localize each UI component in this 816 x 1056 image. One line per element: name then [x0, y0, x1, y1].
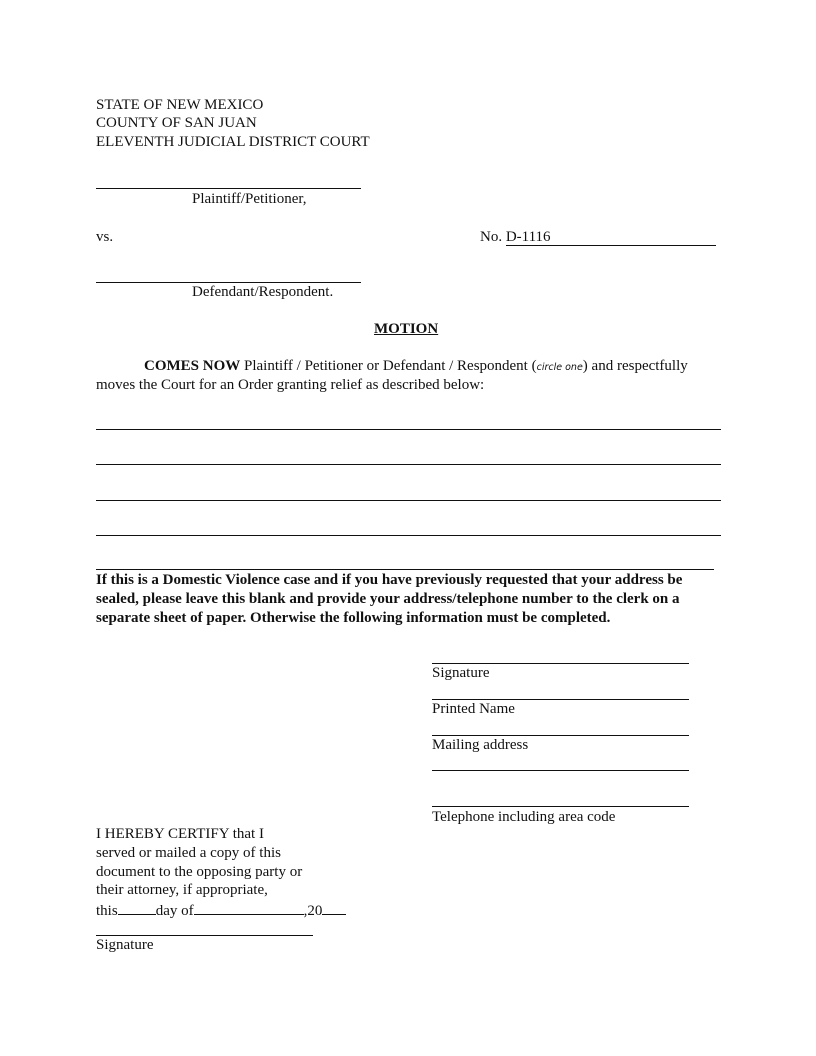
notice-line-2: sealed, please leave this blank and provide your address/telephone number to the clerk on a [96, 591, 680, 607]
signature-label: Signature [432, 665, 490, 681]
certificate-date-line [96, 900, 346, 920]
case-number-field[interactable] [506, 229, 716, 246]
defendant-label: Defendant/Respondent. [192, 284, 334, 300]
case-number-value: D-1116 [505, 229, 551, 245]
relief-line[interactable] [96, 569, 714, 570]
state-heading: STATE OF NEW MEXICO [96, 97, 264, 113]
county-heading: COUNTY OF SAN JUAN [96, 115, 257, 131]
printed-name-label: Printed Name [432, 701, 515, 717]
telephone-label: Telephone including area code [432, 809, 616, 825]
circle-one-text: circle one [536, 362, 583, 373]
year-field[interactable] [322, 900, 346, 915]
notice-line-3: separate sheet of paper. Otherwise the following information must be completed. [96, 610, 611, 626]
vs-label: vs. [96, 229, 114, 245]
certificate-line-3: document to the opposing party or [96, 864, 303, 880]
after-circle-text: ) and respectfully [582, 358, 688, 374]
comes-now-text: COMES NOW [144, 358, 241, 374]
domestic-violence-notice [96, 571, 726, 628]
parties-text: Plaintiff / Petitioner or Defendant / Respondent ( [244, 358, 537, 374]
plaintiff-label: Plaintiff/Petitioner, [192, 191, 307, 207]
day-of-label: day of [155, 903, 194, 919]
case-number-label: No. [480, 229, 503, 245]
telephone-line[interactable] [432, 806, 689, 807]
certificate-line-4: their attorney, if appropriate, [96, 882, 268, 898]
relief-line[interactable] [96, 500, 721, 501]
notice-line-1: If this is a Domestic Violence case and if you have previously requested that your address be [96, 572, 683, 588]
case-number [480, 228, 716, 246]
certificate-line-1: I HEREBY CERTIFY that I [96, 826, 264, 842]
relief-line[interactable] [96, 464, 721, 465]
this-label: this [96, 903, 118, 919]
court-heading: ELEVENTH JUDICIAL DISTRICT COURT [96, 134, 370, 150]
mailing-address-label: Mailing address [432, 737, 529, 753]
certificate-signature-label: Signature [96, 937, 154, 953]
day-field[interactable] [118, 900, 156, 915]
month-field[interactable] [194, 900, 304, 915]
year-prefix: ,20 [303, 903, 323, 919]
relief-line[interactable] [96, 429, 721, 430]
motion-intro-line1 [144, 357, 688, 377]
motion-intro-line2: moves the Court for an Order granting relief as described below: [96, 377, 485, 393]
mailing-address-line-2[interactable] [432, 770, 689, 771]
relief-line[interactable] [96, 535, 721, 536]
plaintiff-name-line[interactable] [96, 188, 361, 189]
document-title: MOTION [374, 321, 439, 337]
certificate-line-2: served or mailed a copy of this [96, 845, 281, 861]
